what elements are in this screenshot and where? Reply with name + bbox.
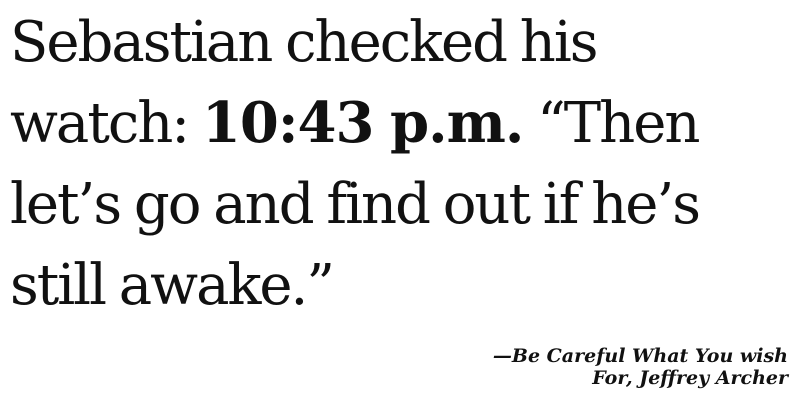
highlighted-time: 10:43 p.m. [201,90,524,156]
quote-text [10,2,790,326]
attribution-line-1: —Be Careful What You wish [492,345,788,367]
quote-line-1: Sebastian checked his [10,10,597,75]
quote-line-2 [10,83,790,164]
attribution [493,345,788,389]
quote-line-3: let’s go and find out if he’s [10,172,699,237]
quote-line-2-start: watch: [10,91,202,156]
quote-line-2-end: “Then [523,91,699,156]
attribution-line-2: For, Jeffrey Archer [592,367,788,389]
quote-line-4: still awake.” [10,253,333,318]
